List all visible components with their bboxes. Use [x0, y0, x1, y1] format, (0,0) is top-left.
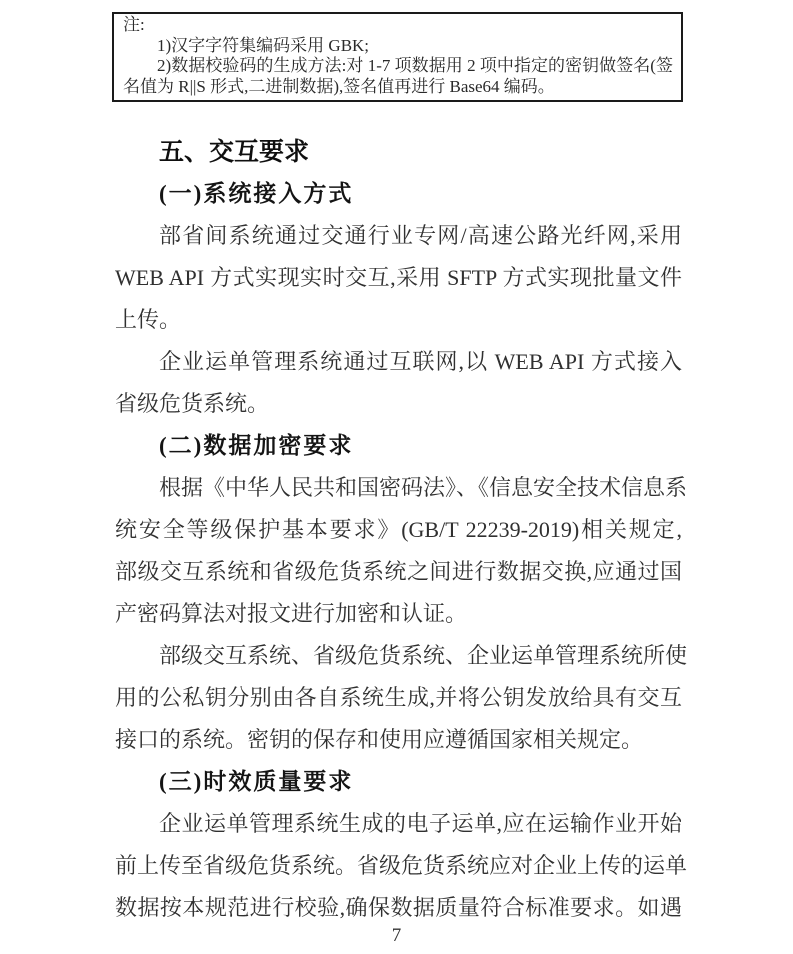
subsection-1-heading: (一)系统接入方式	[159, 181, 354, 206]
paragraph-line: 根据《中华人民共和国密码法》、《信息安全技术信息系	[159, 475, 688, 500]
page-number: 7	[391, 925, 402, 946]
note-label: 注:	[123, 15, 145, 34]
note-item-1: 1)汉字字符集编码采用 GBK;	[157, 35, 370, 55]
paragraph-3	[115, 467, 688, 635]
paragraph-line: 统安全等级保护基本要求》(GB/T 22239-2019)相关规定,	[115, 517, 682, 542]
paragraph-line: 产密码算法对报文进行加密和认证。	[115, 601, 468, 626]
paragraph-2	[115, 341, 682, 425]
note-item-2-line-2: 名值为 R||S 形式,二进制数据),签名值再进行 Base64 编码。	[123, 76, 555, 96]
note-item-2-line-1: 2)数据校验码的生成方法:对 1-7 项数据用 2 项中指定的密钥做签名(签	[157, 56, 673, 75]
paragraph-line: 企业运单管理系统生成的电子运单,应在运输作业开始	[159, 811, 682, 836]
subsection-3-heading: (三)时效质量要求	[159, 769, 354, 794]
paragraph-line: 部级交互系统和省级危货系统之间进行数据交换,应通过国	[115, 559, 682, 584]
subsection-2-heading: (二)数据加密要求	[159, 433, 354, 458]
paragraph-line: WEB API 方式实现实时交互,采用 SFTP 方式实现批量文件	[115, 265, 682, 290]
paragraph-line: 用的公私钥分别由各自系统生成,并将公钥发放给具有交互	[115, 685, 682, 710]
paragraph-4	[115, 635, 688, 761]
paragraph-line: 上传。	[115, 307, 182, 332]
paragraph-line: 数据按本规范进行校验,确保数据质量符合标准要求。如遇	[115, 895, 682, 920]
paragraph-line: 部省间系统通过交通行业专网/高速公路光纤网,采用	[159, 223, 682, 248]
paragraph-line: 企业运单管理系统通过互联网,以 WEB API 方式接入	[159, 349, 682, 374]
document-body	[115, 131, 688, 929]
paragraph-line: 前上传至省级危货系统。省级危货系统应对企业上传的运单	[115, 853, 688, 878]
paragraph-line: 接口的系统。密钥的保存和使用应遵循国家相关规定。	[115, 727, 644, 752]
paragraph-line: 省级危货系统。	[115, 391, 270, 416]
paragraph-line: 部级交互系统、省级危货系统、企业运单管理系统所使	[159, 643, 688, 668]
paragraph-5	[115, 803, 688, 929]
section-heading: 五、交互要求	[159, 138, 310, 166]
note-box	[112, 12, 683, 102]
paragraph-1	[115, 215, 682, 341]
